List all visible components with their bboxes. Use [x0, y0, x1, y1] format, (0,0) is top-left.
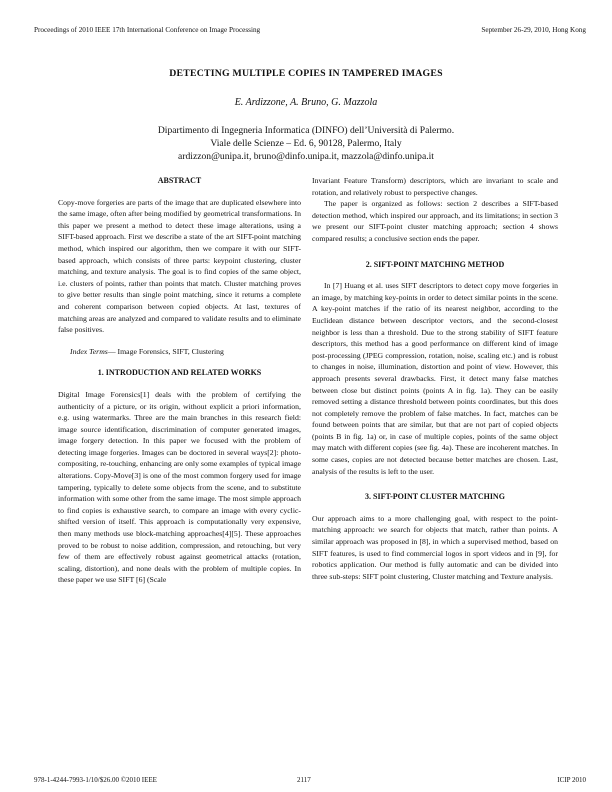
abstract-text: Copy-move forgeries are parts of the image that are duplicated elsewhere into the same image, often after being modified by geometrical transformations. In this paper we present a method to detect these image alterations, using a SIFT-based approach. First we describe a state of the art SIFT-point matching method, which inspired our algorithm, then we compare it with our SIFT-based approach, which consists of three parts: keypoint clustering, cluster matching, and texture analysis. The goal is to find copies of the same object, i.e. clusters of points, rather than points that match. Cluster matching proves to give better results than single point matching, since it returns a complete and coherent comparison between copied objects. At last, textures of matching areas are analyzed and compared to validate results and to eliminate false positives.: [58, 197, 301, 335]
left-column: [58, 175, 301, 586]
section-1-continued: Invariant Feature Transform) descriptors, which are invariant to scale and rotation, and relatively robust to perspective changes.: [312, 176, 558, 197]
affiliation-line: Dipartimento di Ingegneria Informatica (DINFO) dell’Università di Palermo.: [157, 125, 455, 136]
running-header-right: September 26-29, 2010, Hong Kong: [481, 26, 586, 34]
email-line: ardizzon@unipa.it, bruno@dinfo.unipa.it, mazzola@dinfo.unipa.it: [178, 151, 434, 162]
footer-isbn: 978-1-4244-7993-1/10/$26.00 ©2010 IEEE: [34, 776, 157, 784]
section-1-text: Digital Image Forensics[1] deals with the problem of certifying the authenticity of a picture, or its origin, without explicit a priori information, e.g. using watermarks. Three are the main branches in this research field: image source identification, discrimination of computer generated images, image forgery detection. In this paper we focused with the problem of detecting image forgeries. Images can be doctored in several ways[2]: photo-compositing, re-touching, enhancing are only some examples of typical image alterations. Copy-Move[3] is one of the most common forgery used for image tampering, typically to delete some objects from the scene, and to substitute information with some other from the same image. The most simple approach to find copies is exhaustive search, to compare an image with every cyclic-shifted version of itself. This approach is computationally very expensive, then many methods use block-matching approaches[4][5]. These approaches proved to be robust to noise addition, compression, and retouching, but very few of them are effectively robust against geometrical attacks (rotation, scaling, distortion), and none deals with the problem of multiple copies. In these paper we use SIFT [6] (Scale: [58, 389, 301, 585]
paper-title: DETECTING MULTIPLE COPIES IN TAMPERED IMAGES: [169, 68, 443, 79]
section-3-heading: 3. SIFT-POINT CLUSTER MATCHING: [365, 492, 505, 502]
author-list: E. Ardizzone, A. Bruno, G. Mazzola: [234, 97, 378, 108]
right-column: [312, 175, 558, 582]
paper-outline: The paper is organized as follows: section 2 describes a SIFT-based detection method, which inspired our approach, and its limitations; in section 3 we present our SIFT-point cluster matching approach; section 4 shows compared results; a conclusive section ends the paper.: [312, 199, 558, 243]
section-2-heading: 2. SIFT-POINT MATCHING METHOD: [365, 259, 505, 269]
index-terms: [58, 346, 301, 358]
index-terms-label: Index Terms: [70, 346, 108, 356]
footer-venue: ICIP 2010: [557, 776, 586, 784]
section-3-text: Our approach aims to a more challenging goal, with respect to the point-matching approach: we search for objects that match, rather than points. A similar approach was proposed in [8], in which a supervised method, based on SIFT features, is used to find commercial logos in sport videos and in [9], for robotics application. Our method is fully automatic and can be divided into three sub-steps: SIFT point clustering, Cluster matching and Texture analysis.: [312, 513, 558, 581]
affiliation-block: [0, 124, 612, 163]
section-2-text: In [7] Huang et al. uses SIFT descriptors to detect copy move forgeries in an image, by matching key-points in order to detect similar points in the scene. A key-point matches if the ratio of its nearest neighbor, according to the Euclidean distance between descriptor vectors, and the second-closest neighbor is less than a threshold. Due to the strong stability of SIFT feature descriptors, this method has a good performance on different kind of image post-processing (JPEG compression, rotation, noise, scaling etc.) and is robust to changes in noise, illumination, distortion and point of view. However, this approach presents several drawbacks. First, it detect many false matches between close but distinct points (points A in fig. 1a). They can be easily removed setting a distance threshold between points coordinates, but this does not completely remove the problem of false matches. In fact, matches can be found between points that are similar, but that are not part of copied objects (points B in fig. 1a) or, in case of multiple copies, points of the same object may match with different copies (see fig. 4a). These are incoherent matches. In some cases, copies are not detected because better matches are chosen. Last, analysis of the results is left to the user.: [312, 281, 558, 476]
running-header-left: Proceedings of 2010 IEEE 17th International Conference on Image Processing: [34, 26, 261, 34]
address-line: Viale delle Scienze – Ed. 6, 90128, Palermo, Italy: [210, 138, 402, 149]
index-terms-text: — Image Forensics, SIFT, Clustering: [107, 346, 224, 356]
section-1-heading: 1. INTRODUCTION AND RELATED WORKS: [97, 368, 262, 378]
page-number: 2117: [297, 776, 311, 784]
abstract-heading: ABSTRACT: [157, 176, 202, 185]
